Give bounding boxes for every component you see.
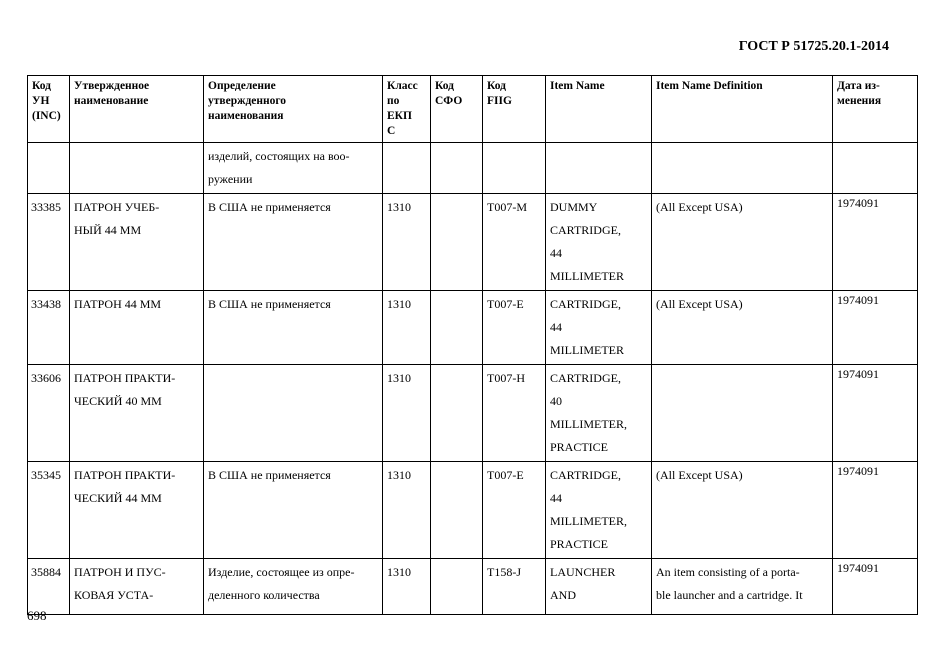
- col-class-cell: [383, 143, 431, 194]
- col-fiig-cell: [483, 365, 546, 462]
- col-date-cell: [833, 559, 918, 615]
- cell-line: В США не применяется: [208, 200, 331, 214]
- col-class-header: [383, 76, 431, 143]
- col-approved-name-header: [70, 76, 204, 143]
- cell-line: 44: [550, 320, 562, 334]
- cell-line: ЧЕСКИЙ 44 ММ: [74, 491, 162, 505]
- col-sfo-header: [431, 76, 483, 143]
- cell-line: ПАТРОН ПРАКТИ-: [74, 371, 176, 385]
- cell-line: MILLIMETER,: [550, 417, 627, 431]
- col-definition-header: [204, 76, 383, 143]
- col-inc-cell: [28, 291, 70, 365]
- col-inc-cell: [28, 559, 70, 615]
- col-item-def-cell: [652, 194, 833, 291]
- cell-text: 1310: [387, 297, 411, 311]
- col-item-def-cell: [652, 143, 833, 194]
- col-fiig-cell: [483, 143, 546, 194]
- header-line: Утвержденное: [74, 80, 150, 92]
- col-sfo-cell: [431, 194, 483, 291]
- col-inc-cell: [28, 365, 70, 462]
- header-line: наименование: [74, 95, 149, 107]
- cell-line: PRACTICE: [550, 440, 609, 454]
- header-line: Код: [487, 80, 507, 92]
- table-row: [28, 194, 918, 291]
- col-class-cell: [383, 462, 431, 559]
- cell-text: 1974091: [837, 367, 879, 381]
- header-line: менения: [837, 95, 882, 107]
- cell-line: 44: [550, 491, 562, 505]
- cell-text: 1310: [387, 200, 411, 214]
- header-line: по: [387, 95, 400, 107]
- col-date-cell: [833, 194, 918, 291]
- cell-text: T158-J: [487, 565, 521, 579]
- table-body: [28, 143, 918, 615]
- cell-text: 35884: [31, 565, 61, 579]
- header-line: FIIG: [487, 95, 512, 107]
- cell-line: DUMMY: [550, 200, 598, 214]
- col-fiig-header: [483, 76, 546, 143]
- col-approved-name-cell: [70, 559, 204, 615]
- cell-line: CARTRIDGE,: [550, 297, 621, 311]
- cell-text: 1974091: [837, 561, 879, 575]
- col-date-cell: [833, 462, 918, 559]
- cell-line: ПАТРОН ПРАКТИ-: [74, 468, 176, 482]
- col-approved-name-cell: [70, 462, 204, 559]
- document-code: ГОСТ Р 51725.20.1-2014: [738, 39, 889, 54]
- cell-line: PRACTICE: [550, 537, 609, 551]
- table-row: [28, 462, 918, 559]
- header-line: ЕКП: [387, 110, 412, 122]
- header-line: Код: [435, 80, 455, 92]
- cell-line: (All Except USA): [656, 200, 743, 214]
- page-number: 698: [27, 608, 47, 623]
- cell-text: T007-E: [487, 468, 524, 482]
- col-item-def-cell: [652, 462, 833, 559]
- cell-text: 1310: [387, 371, 411, 385]
- col-item-name-cell: [546, 559, 652, 615]
- cell-line: ble launcher and a cartridge. It: [656, 588, 803, 602]
- cell-line: 44: [550, 246, 562, 260]
- col-sfo-cell: [431, 143, 483, 194]
- col-definition-cell: [204, 462, 383, 559]
- col-definition-cell: [204, 194, 383, 291]
- table-header-row: [28, 76, 918, 143]
- cell-line: (All Except USA): [656, 297, 743, 311]
- cell-text: T007-M: [487, 200, 527, 214]
- col-definition-cell: [204, 143, 383, 194]
- col-class-cell: [383, 559, 431, 615]
- cell-text: 33385: [31, 200, 61, 214]
- data-table: [27, 75, 918, 615]
- col-item-name-cell: [546, 462, 652, 559]
- col-class-cell: [383, 291, 431, 365]
- cell-line: деленного количества: [208, 588, 320, 602]
- header-line: (INC): [32, 110, 61, 122]
- cell-line: НЫЙ 44 ММ: [74, 223, 142, 237]
- header-line: Класс: [387, 80, 418, 92]
- cell-line: изделий, состоящих на воо-: [208, 149, 350, 163]
- cell-line: В США не применяется: [208, 468, 331, 482]
- col-date-cell: [833, 291, 918, 365]
- col-item-def-cell: [652, 559, 833, 615]
- cell-text: T007-H: [487, 371, 525, 385]
- header-line: наименования: [208, 110, 284, 122]
- col-sfo-cell: [431, 462, 483, 559]
- col-fiig-cell: [483, 462, 546, 559]
- cell-line: КОВАЯ УСТА-: [74, 588, 154, 602]
- header-line: утвержденного: [208, 95, 287, 107]
- cell-line: ПАТРОН УЧЕБ-: [74, 200, 160, 214]
- cell-text: 33606: [31, 371, 61, 385]
- col-item-name-cell: [546, 365, 652, 462]
- header-line: С: [387, 125, 396, 137]
- cell-line: AND: [550, 588, 576, 602]
- cell-text: 33438: [31, 297, 61, 311]
- header-line: УН: [32, 95, 50, 107]
- col-item-name-cell: [546, 291, 652, 365]
- col-fiig-cell: [483, 194, 546, 291]
- cell-line: MILLIMETER: [550, 269, 624, 283]
- header-line: Item Name: [550, 80, 605, 92]
- cell-line: CARTRIDGE,: [550, 468, 621, 482]
- col-class-cell: [383, 365, 431, 462]
- table-row: [28, 143, 918, 194]
- col-date-cell: [833, 365, 918, 462]
- col-date-header: [833, 76, 918, 143]
- table-row: [28, 559, 918, 615]
- col-approved-name-cell: [70, 143, 204, 194]
- header-line: СФО: [435, 95, 463, 107]
- cell-line: (All Except USA): [656, 468, 743, 482]
- col-approved-name-cell: [70, 194, 204, 291]
- table-row: [28, 365, 918, 462]
- col-inc-header: [28, 76, 70, 143]
- col-fiig-cell: [483, 559, 546, 615]
- col-item-name-header: [546, 76, 652, 143]
- header-line: Код: [32, 80, 52, 92]
- col-sfo-cell: [431, 559, 483, 615]
- header-line: Определение: [208, 80, 276, 92]
- cell-line: В США не применяется: [208, 297, 331, 311]
- cell-line: An item consisting of a porta-: [656, 565, 800, 579]
- col-sfo-cell: [431, 365, 483, 462]
- cell-text: 1974091: [837, 196, 879, 210]
- col-item-name-cell: [546, 143, 652, 194]
- col-definition-cell: [204, 291, 383, 365]
- col-date-cell: [833, 143, 918, 194]
- cell-text: 35345: [31, 468, 61, 482]
- col-inc-cell: [28, 143, 70, 194]
- cell-text: 1310: [387, 565, 411, 579]
- cell-text: 1974091: [837, 293, 879, 307]
- col-item-name-cell: [546, 194, 652, 291]
- cell-line: CARTRIDGE,: [550, 371, 621, 385]
- col-approved-name-cell: [70, 365, 204, 462]
- col-inc-cell: [28, 194, 70, 291]
- cell-text: 1310: [387, 468, 411, 482]
- col-class-cell: [383, 194, 431, 291]
- cell-text: 1974091: [837, 464, 879, 478]
- header-line: Дата из-: [837, 80, 880, 92]
- col-definition-cell: [204, 559, 383, 615]
- cell-line: MILLIMETER,: [550, 514, 627, 528]
- col-fiig-cell: [483, 291, 546, 365]
- cell-line: ЧЕСКИЙ 40 ММ: [74, 394, 162, 408]
- col-sfo-cell: [431, 291, 483, 365]
- col-item-def-cell: [652, 365, 833, 462]
- cell-line: 40: [550, 394, 562, 408]
- col-item-def-header: [652, 76, 833, 143]
- cell-line: ружении: [208, 172, 253, 186]
- cell-line: ПАТРОН 44 ММ: [74, 297, 162, 311]
- header-line: Item Name Definition: [656, 80, 763, 92]
- col-inc-cell: [28, 462, 70, 559]
- cell-line: Изделие, состоящее из опре-: [208, 565, 355, 579]
- cell-line: MILLIMETER: [550, 343, 624, 357]
- table-row: [28, 291, 918, 365]
- cell-line: LAUNCHER: [550, 565, 616, 579]
- col-approved-name-cell: [70, 291, 204, 365]
- cell-line: CARTRIDGE,: [550, 223, 621, 237]
- cell-line: ПАТРОН И ПУС-: [74, 565, 166, 579]
- cell-text: T007-E: [487, 297, 524, 311]
- col-item-def-cell: [652, 291, 833, 365]
- col-definition-cell: [204, 365, 383, 462]
